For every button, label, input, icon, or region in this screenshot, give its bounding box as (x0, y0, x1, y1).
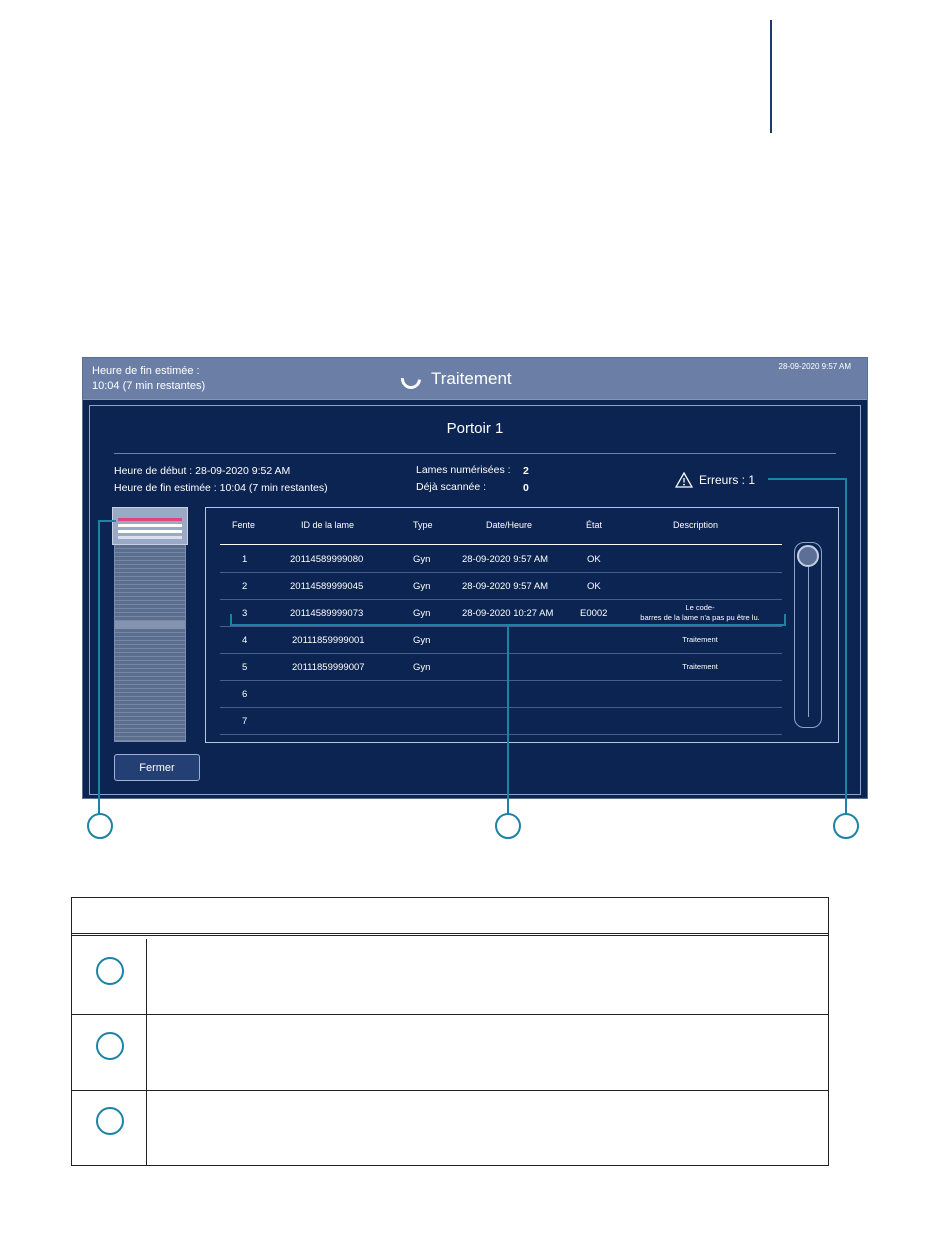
already-scanned-label: Déjà scannée : (416, 481, 487, 493)
callout-marker-3 (833, 813, 859, 839)
errors-indicator[interactable] (675, 472, 755, 488)
legend-marker-2 (96, 1032, 124, 1060)
scanned-value: 2 (523, 465, 529, 477)
cell-slide-id: 20114589999045 (290, 581, 364, 592)
col-header-status: État (586, 520, 603, 530)
cell-slot: 2 (242, 581, 248, 592)
rack-slot-marker (118, 530, 182, 533)
callout-line-3-horizontal (768, 478, 847, 480)
cell-slide-id: 20114589999080 (290, 554, 364, 565)
rack-slot-error-marker (118, 518, 182, 521)
callout-legend-table (71, 897, 829, 1166)
cell-description: Le code- barres de la lame n'a pas pu être lu. (640, 603, 760, 622)
legend-row-1 (72, 939, 828, 1015)
legend-marker-1 (96, 957, 124, 985)
cell-type: Gyn (413, 581, 431, 592)
table-row[interactable] (220, 572, 782, 600)
legend-header (72, 898, 828, 936)
table-row[interactable] (220, 653, 782, 681)
cell-slide-id: 20111859999001 (292, 635, 365, 646)
scrollbar-track-line (808, 567, 809, 717)
title-divider (114, 453, 836, 454)
callout-line-2 (507, 624, 509, 814)
col-header-type: Type (413, 520, 433, 530)
cell-status: E0002 (580, 608, 608, 619)
cell-type: Gyn (413, 635, 431, 646)
rack-section-band (115, 621, 185, 629)
cell-status: OK (587, 581, 601, 592)
estimated-end-label: Heure de fin estimée : (92, 365, 200, 377)
rack-panel (89, 405, 861, 795)
already-scanned-value: 0 (523, 482, 529, 494)
current-datetime: 28-09-2020 9:57 AM (778, 362, 851, 371)
cell-description: Traitement (682, 635, 718, 644)
screen-title: Traitement (431, 369, 512, 388)
cell-slide-id: 20111859999007 (292, 662, 365, 673)
table-row[interactable] (220, 707, 782, 735)
estimated-end-value: 10:04 (7 min restantes) (92, 380, 206, 392)
start-time: Heure de début : 28-09-2020 9:52 AM (114, 465, 291, 477)
callout-line-2-left-tick (230, 614, 232, 626)
close-button[interactable]: Fermer (114, 754, 200, 781)
scrollbar-thumb[interactable] (797, 545, 819, 567)
table-row[interactable] (220, 680, 782, 708)
col-header-description: Description (673, 520, 719, 530)
callout-marker-1 (87, 813, 113, 839)
cell-slot: 5 (242, 662, 248, 673)
cell-datetime: 28-09-2020 9:57 AM (462, 581, 549, 592)
callout-line-1 (98, 520, 100, 814)
rack-slot-marker (118, 536, 182, 539)
cell-type: Gyn (413, 608, 431, 619)
cell-description: Traitement (682, 662, 718, 671)
cell-slot: 4 (242, 635, 248, 646)
estimated-end-time: Heure de fin estimée : 10:04 (7 min restantes) (114, 482, 328, 494)
cell-description (620, 549, 780, 559)
legend-row-2 (72, 1015, 828, 1091)
scanned-label: Lames numérisées : (416, 464, 511, 476)
legend-row-3 (72, 1091, 828, 1165)
spinner-icon (397, 365, 425, 393)
cell-slot: 1 (242, 554, 248, 565)
cell-type: Gyn (413, 554, 431, 565)
cell-datetime: 28-09-2020 9:57 AM (462, 554, 549, 565)
col-header-slot: Fente (232, 520, 256, 530)
table-row[interactable] (220, 626, 782, 654)
cell-slot: 7 (242, 716, 248, 727)
page-margin-rule (770, 20, 772, 133)
col-header-datetime: Date/Heure (486, 520, 533, 530)
cell-slot: 6 (242, 689, 248, 700)
col-header-slide-id: ID de la lame (301, 520, 355, 530)
cell-description (620, 576, 780, 586)
cell-datetime: 28-09-2020 10:27 AM (462, 608, 554, 619)
processing-screen (82, 357, 868, 799)
rack-slot-map[interactable] (114, 508, 186, 742)
table-row-error[interactable] (220, 599, 782, 627)
cell-slot: 3 (242, 608, 248, 619)
errors-count: Erreurs : 1 (699, 473, 756, 487)
callout-line-1-tick (98, 520, 116, 522)
top-bar (83, 358, 867, 400)
cell-status: OK (587, 554, 601, 565)
rack-title: Portoir 1 (446, 420, 504, 437)
table-scrollbar[interactable] (794, 542, 822, 728)
cell-type: Gyn (413, 662, 431, 673)
table-row[interactable] (220, 545, 782, 573)
callout-line-2-right-tick (784, 614, 786, 626)
callout-marker-2 (495, 813, 521, 839)
rack-selected-slots[interactable] (112, 507, 188, 545)
legend-marker-3 (96, 1107, 124, 1135)
callout-line-3 (845, 478, 847, 814)
cell-slide-id: 20114589999073 (290, 608, 364, 619)
warning-icon (675, 472, 693, 488)
rack-slot-marker (118, 524, 182, 527)
